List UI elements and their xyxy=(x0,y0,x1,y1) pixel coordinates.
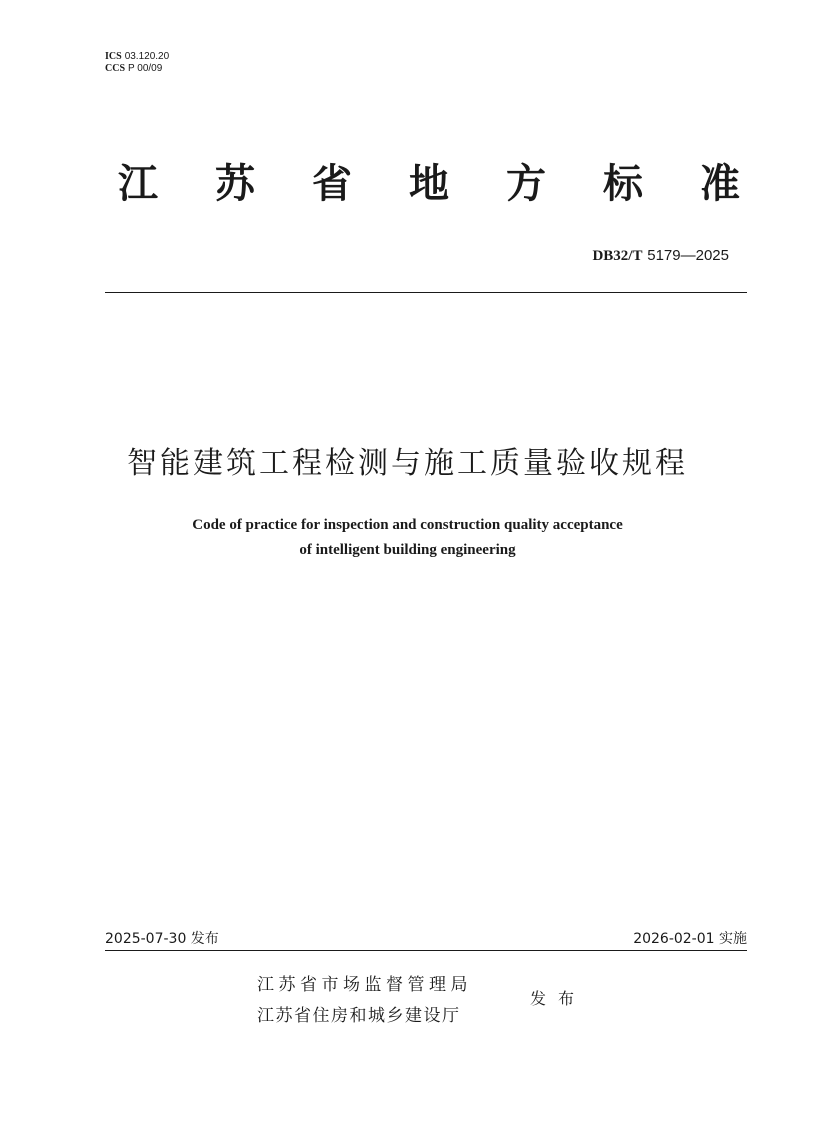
standard-number-tail: 5179—2025 xyxy=(647,247,729,264)
effective-date: 2026-02-01 实施 xyxy=(633,931,747,947)
ccs-code xyxy=(105,63,169,75)
ccs-value: P 00/09 xyxy=(128,63,163,74)
issuing-agencies xyxy=(257,970,472,1032)
publish-label: 发布 xyxy=(530,989,587,1008)
issuer-market-supervision: 江苏省市场监督管理局 xyxy=(257,975,472,995)
document-title-english xyxy=(0,513,815,563)
classification-codes xyxy=(105,51,169,75)
ics-code xyxy=(105,51,169,63)
standard-type-char: 省 xyxy=(312,161,352,207)
standard-type-char: 江 xyxy=(118,161,158,207)
standard-type-char: 地 xyxy=(409,161,449,207)
footer-divider xyxy=(105,950,747,951)
document-title-chinese: 智能建筑工程检测与施工质量验收规程 xyxy=(127,446,688,481)
issuer-housing-construction: 江苏省住房和城乡建设厅 xyxy=(257,1006,461,1026)
ics-value: 03.120.20 xyxy=(124,51,170,62)
standard-type-char: 准 xyxy=(700,161,740,207)
ics-label: ICS xyxy=(105,51,122,62)
standard-type-char: 标 xyxy=(603,161,643,207)
issue-date: 2025-07-30 发布 xyxy=(105,931,219,947)
standard-number-code: 32/T xyxy=(613,248,643,264)
header-divider xyxy=(105,292,747,293)
standard-type-char: 苏 xyxy=(215,161,255,207)
standard-number xyxy=(592,246,729,265)
english-title-line1: Code of practice for inspection and construction quality acceptance xyxy=(192,517,623,533)
ccs-label: CCS xyxy=(105,63,126,74)
standard-number-prefix: DB xyxy=(592,248,614,264)
standard-type-char: 方 xyxy=(506,161,546,207)
english-title-line2: of intelligent building engineering xyxy=(299,542,516,558)
standard-type-heading xyxy=(118,160,740,208)
